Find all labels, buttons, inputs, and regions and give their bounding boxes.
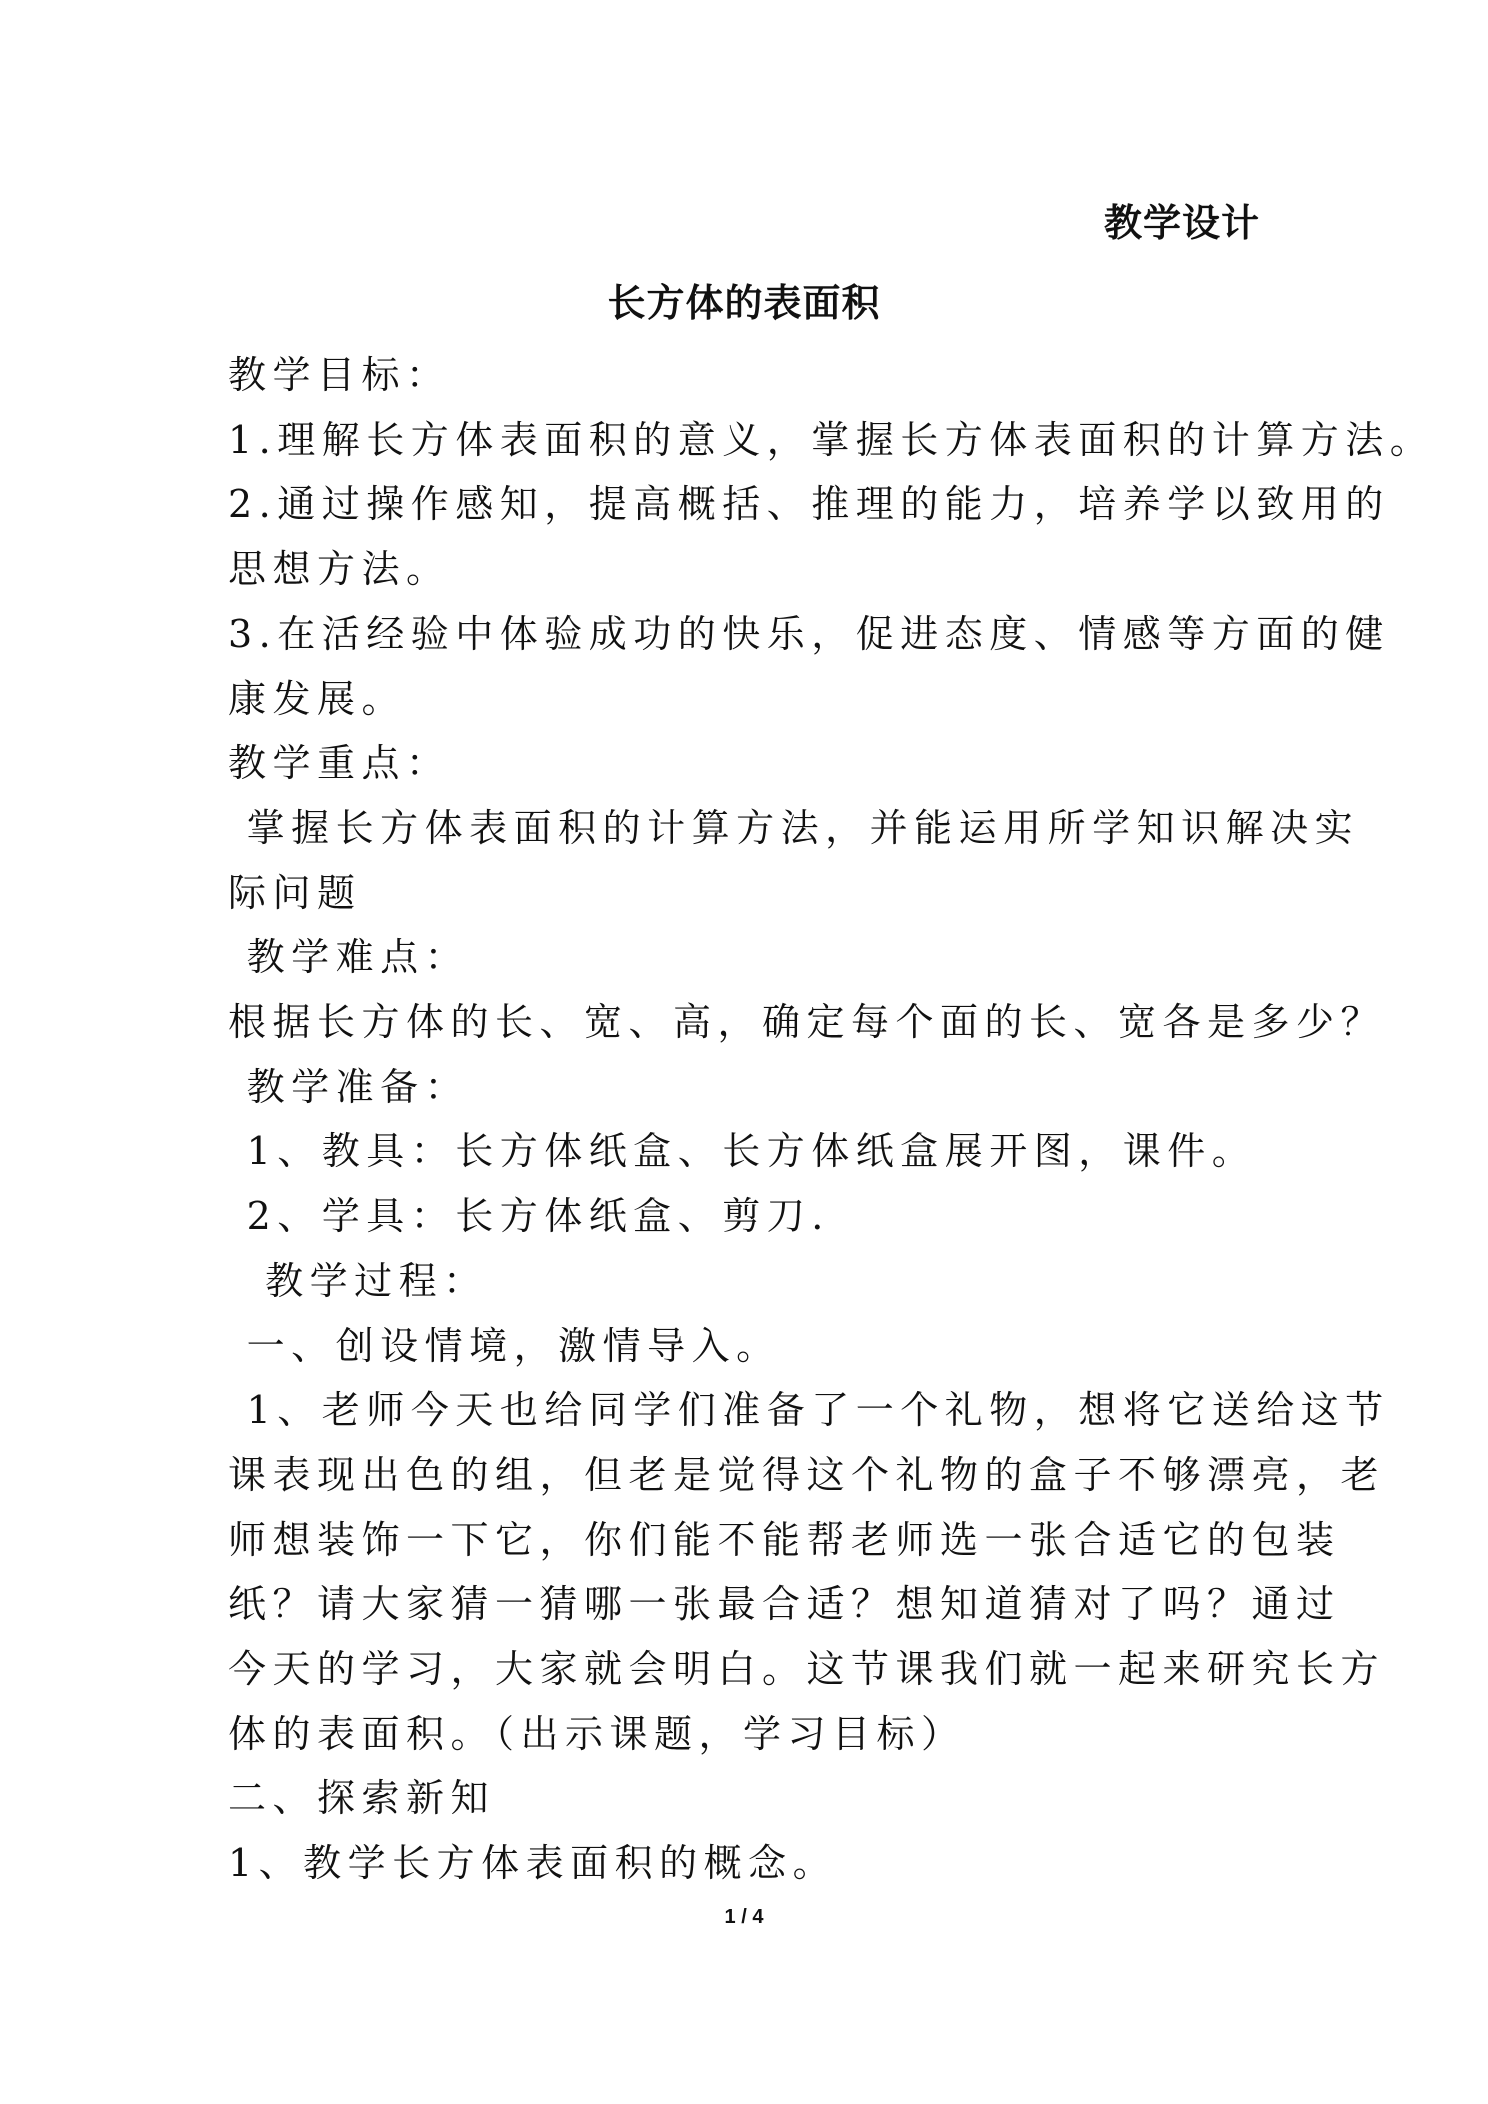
document-label: 教学设计 <box>1103 201 1260 245</box>
text-line: 3.在活经验中体验成功的快乐，促进态度、情感等方面的健 <box>228 611 1390 656</box>
text-line: 教学难点： <box>228 935 470 980</box>
text-line: 2.通过操作感知，提高概括、推理的能力，培养学以致用的 <box>228 482 1390 527</box>
text-line: 师想装饰一下它，你们能不能帮老师选一张合适它的包装 <box>228 1517 1341 1562</box>
text-line: 掌握长方体表面积的计算方法，并能运用所学知识解决实 <box>228 805 1360 850</box>
text-line: 二、探索新知 <box>228 1776 496 1821</box>
text-line: 康发展。 <box>228 676 407 721</box>
text-line: 际问题 <box>228 870 362 915</box>
text-line: 1、教具：长方体纸盒、长方体纸盒展开图，课件。 <box>228 1129 1257 1174</box>
text-line: 今天的学习，大家就会明白。这节课我们就一起来研究长方 <box>228 1647 1386 1691</box>
text-line: 1、教学长方体表面积的概念。 <box>228 1841 838 1886</box>
page-title: 长方体的表面积 <box>607 281 881 325</box>
text-line: 教学重点： <box>228 741 451 786</box>
text-line: 教学过程： <box>228 1258 488 1303</box>
text-line: 教学准备： <box>228 1064 470 1109</box>
text-line: 1.理解长方体表面积的意义，掌握长方体表面积的计算方法。 <box>228 417 1435 462</box>
text-line: 教学目标： <box>228 353 451 397</box>
text-line: 1、老师今天也给同学们准备了一个礼物，想将它送给这节 <box>228 1388 1390 1433</box>
text-line: 一、创设情境，激情导入。 <box>228 1323 781 1368</box>
page-number: 1 / 4 <box>724 1906 764 1928</box>
text-line: 纸？请大家猜一猜哪一张最合适？想知道猜对了吗？通过 <box>228 1582 1341 1627</box>
text-line: 2、学具：长方体纸盒、剪刀. <box>228 1194 830 1239</box>
text-line: 根据长方体的长、宽、高，确定每个面的长、宽各是多少？ <box>228 1000 1386 1044</box>
text-line: 体的表面积。（出示课题，学习目标） <box>228 1711 966 1756</box>
text-line: 课表现出色的组，但老是觉得这个礼物的盒子不够漂亮，老 <box>228 1452 1386 1497</box>
text-line: 思想方法。 <box>228 547 451 592</box>
